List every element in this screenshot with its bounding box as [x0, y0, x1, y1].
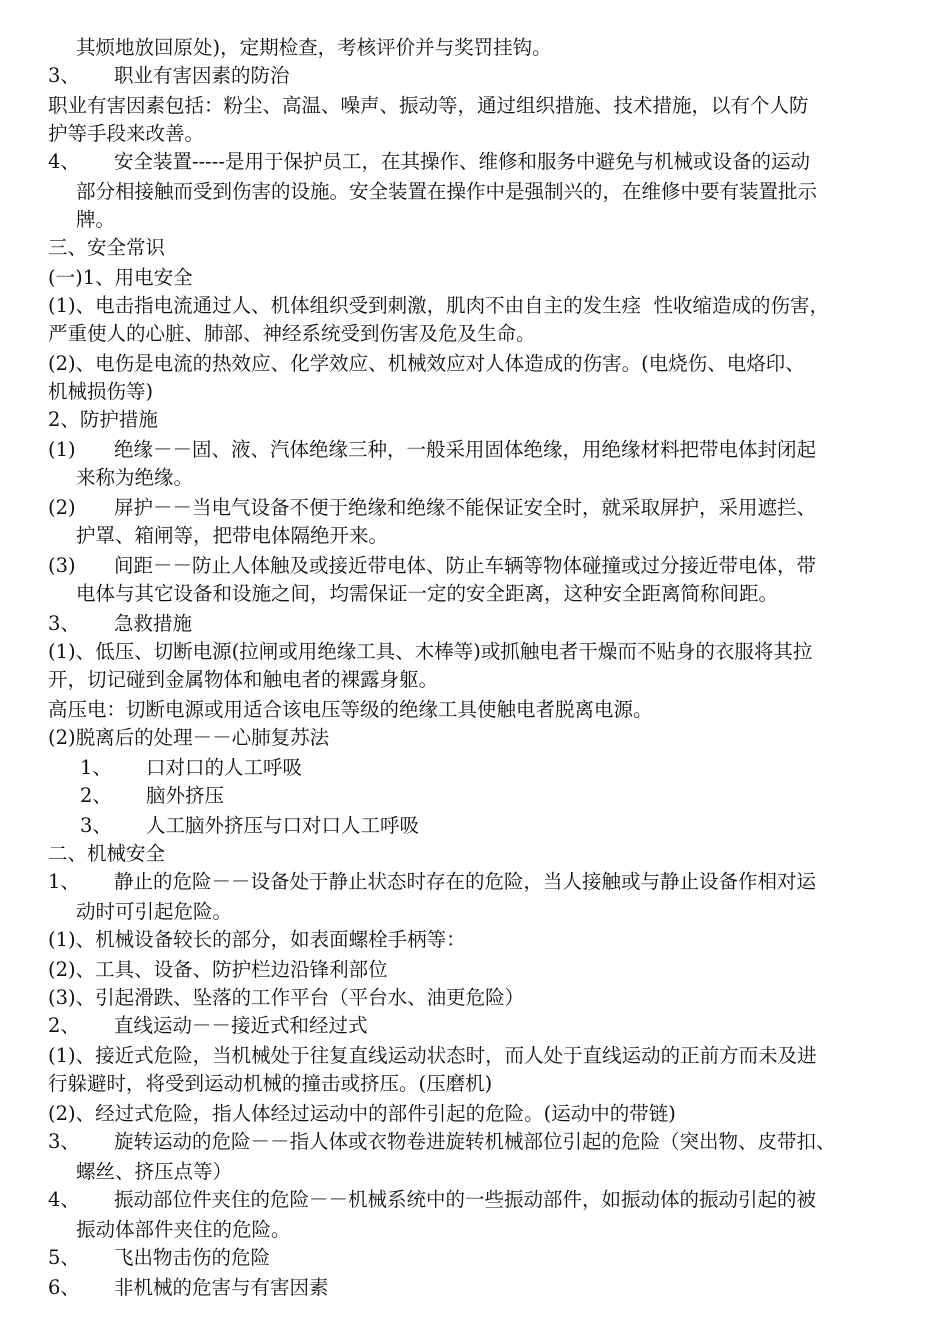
list-item [48, 610, 192, 638]
text-line: (1)、低压、切断电源(拉闸或用绝缘工具、木棒等)或抓触电者干燥而不贴身的衣服将其拉 [48, 640, 813, 663]
item-number: (2) [48, 496, 76, 519]
text-line: 护罩、箱闸等，把带电体隔绝开来。 [76, 524, 389, 547]
item-number: (3) [48, 554, 76, 577]
list-item [48, 148, 810, 176]
text-line: 其烦地放回原处)，定期检查，考核评价并与奖罚挂钩。 [76, 36, 552, 59]
item-text: 振动部位件夹住的危险－－机械系统中的一些振动部件，如振动体的振动引起的被 [114, 1188, 817, 1211]
text-line: 护等手段来改善。 [48, 122, 205, 145]
item-text: 急救措施 [114, 612, 193, 635]
item-number: 1、 [48, 870, 80, 893]
list-item [80, 782, 224, 810]
list-item [48, 1128, 836, 1156]
list-item [48, 436, 816, 464]
text-line: 部分相接触而受到伤害的设施。安全装置在操作中是强制兴的，在维修中要有装置批示 [76, 180, 818, 203]
item-text: 脑外挤压 [146, 784, 225, 807]
text-line: 严重使人的心脏、肺部、神经系统受到伤害及危及生命。 [48, 322, 536, 345]
item-number: 3、 [80, 814, 112, 837]
item-text: 飞出物击伤的危险 [114, 1246, 271, 1269]
section-heading: (一)1、用电安全 [48, 266, 193, 289]
list-item [48, 552, 816, 580]
item-text: 直线运动－－接近式和经过式 [114, 1014, 368, 1037]
text-line: (1)、电击指电流通过人、机体组织受到刺激，肌肉不由自主的发生痉 性收缩造成的伤害， [48, 294, 830, 317]
section-heading: 三、安全常识 [48, 236, 166, 259]
item-text: 非机械的危害与有害因素 [114, 1276, 329, 1299]
text-line: 电体与其它设备和设施之间，均需保证一定的安全距离，这种安全距离简称间距。 [76, 582, 779, 605]
text-line: (1)、机械设备较长的部分，如表面螺栓手柄等： [48, 928, 466, 951]
item-text: 旋转运动的危险－－指人体或衣物卷进旋转机械部位引起的危险（突出物、皮带扣、 [114, 1130, 836, 1153]
list-item [48, 1012, 368, 1040]
list-item [48, 1274, 329, 1302]
text-line: (2)、经过式危险，指人体经过运动中的部件引起的危险。(运动中的带链) [48, 1102, 676, 1125]
list-item [80, 754, 302, 782]
section-heading: 二、机械安全 [48, 842, 166, 865]
text-line: 行躲避时，将受到运动机械的撞击或挤压。(压磨机) [48, 1072, 493, 1095]
item-number: 3、 [48, 612, 80, 635]
text-line: (2)、电伤是电流的热效应、化学效应、机械效应对人体造成的伤害。(电烧伤、电烙印、 [48, 352, 805, 375]
item-number: 6、 [48, 1276, 80, 1299]
text-line: 来称为绝缘。 [76, 466, 194, 489]
list-item [48, 1244, 270, 1272]
text-line: 高压电：切断电源或用适合该电压等级的绝缘工具使触电者脱离电源。 [48, 698, 653, 721]
item-text: 间距－－防止人体触及或接近带电体、防止车辆等物体碰撞或过分接近带电体，带 [114, 554, 817, 577]
text-line: 牌。 [76, 208, 116, 231]
item-number: 5、 [48, 1246, 80, 1269]
list-item [48, 868, 816, 896]
text-line: (2)、工具、设备、防护栏边沿锋利部位 [48, 958, 388, 981]
text-line: 螺丝、挤压点等） [76, 1160, 233, 1183]
text-line: (1)、接近式危险，当机械处于往复直线运动状态时，而人处于直线运动的正前方而未及进 [48, 1044, 817, 1067]
text-line: 机械损伤等) [48, 380, 154, 403]
item-number: 2、 [48, 1014, 80, 1037]
text-line: (3)、引起滑跌、坠落的工作平台（平台水、油更危险） [48, 986, 525, 1009]
item-text: 安全装置-----是用于保护员工，在其操作、维修和服务中避免与机械或设备的运动 [114, 150, 810, 173]
list-item [48, 62, 290, 90]
text-line: 振动体部件夹住的危险。 [76, 1218, 291, 1241]
item-number: 3、 [48, 1130, 80, 1153]
list-item [48, 494, 816, 522]
item-text: 口对口的人工呼吸 [146, 756, 303, 779]
text-line: 职业有害因素包括：粉尘、高温、噪声、振动等，通过组织措施、技术措施，以有个人防 [48, 94, 809, 117]
item-text: 静止的危险－－设备处于静止状态时存在的危险，当人接触或与静止设备作相对运 [114, 870, 817, 893]
item-number: 1、 [80, 756, 112, 779]
list-item [48, 1186, 816, 1214]
item-number: (1) [48, 438, 76, 461]
list-item [80, 812, 419, 840]
item-text: 职业有害因素的防治 [114, 64, 290, 87]
text-line: 开，切记碰到金属物体和触电者的裸露身躯。 [48, 668, 439, 691]
item-number: 3、 [48, 64, 80, 87]
text-line: 动时可引起危险。 [76, 900, 233, 923]
item-text: 绝缘－－固、液、汽体绝缘三种，一般采用固体绝缘，用绝缘材料把带电体封闭起 [114, 438, 817, 461]
item-number: 4、 [48, 150, 80, 173]
item-text: 人工脑外挤压与口对口人工呼吸 [146, 814, 420, 837]
text-line: (2)脱离后的处理－－心肺复苏法 [48, 726, 330, 749]
item-number: 2、 [80, 784, 112, 807]
section-heading: 2、防护措施 [48, 408, 158, 431]
item-number: 4、 [48, 1188, 80, 1211]
item-text: 屏护－－当电气设备不便于绝缘和绝缘不能保证安全时，就采取屏护，采用遮拦、 [114, 496, 817, 519]
